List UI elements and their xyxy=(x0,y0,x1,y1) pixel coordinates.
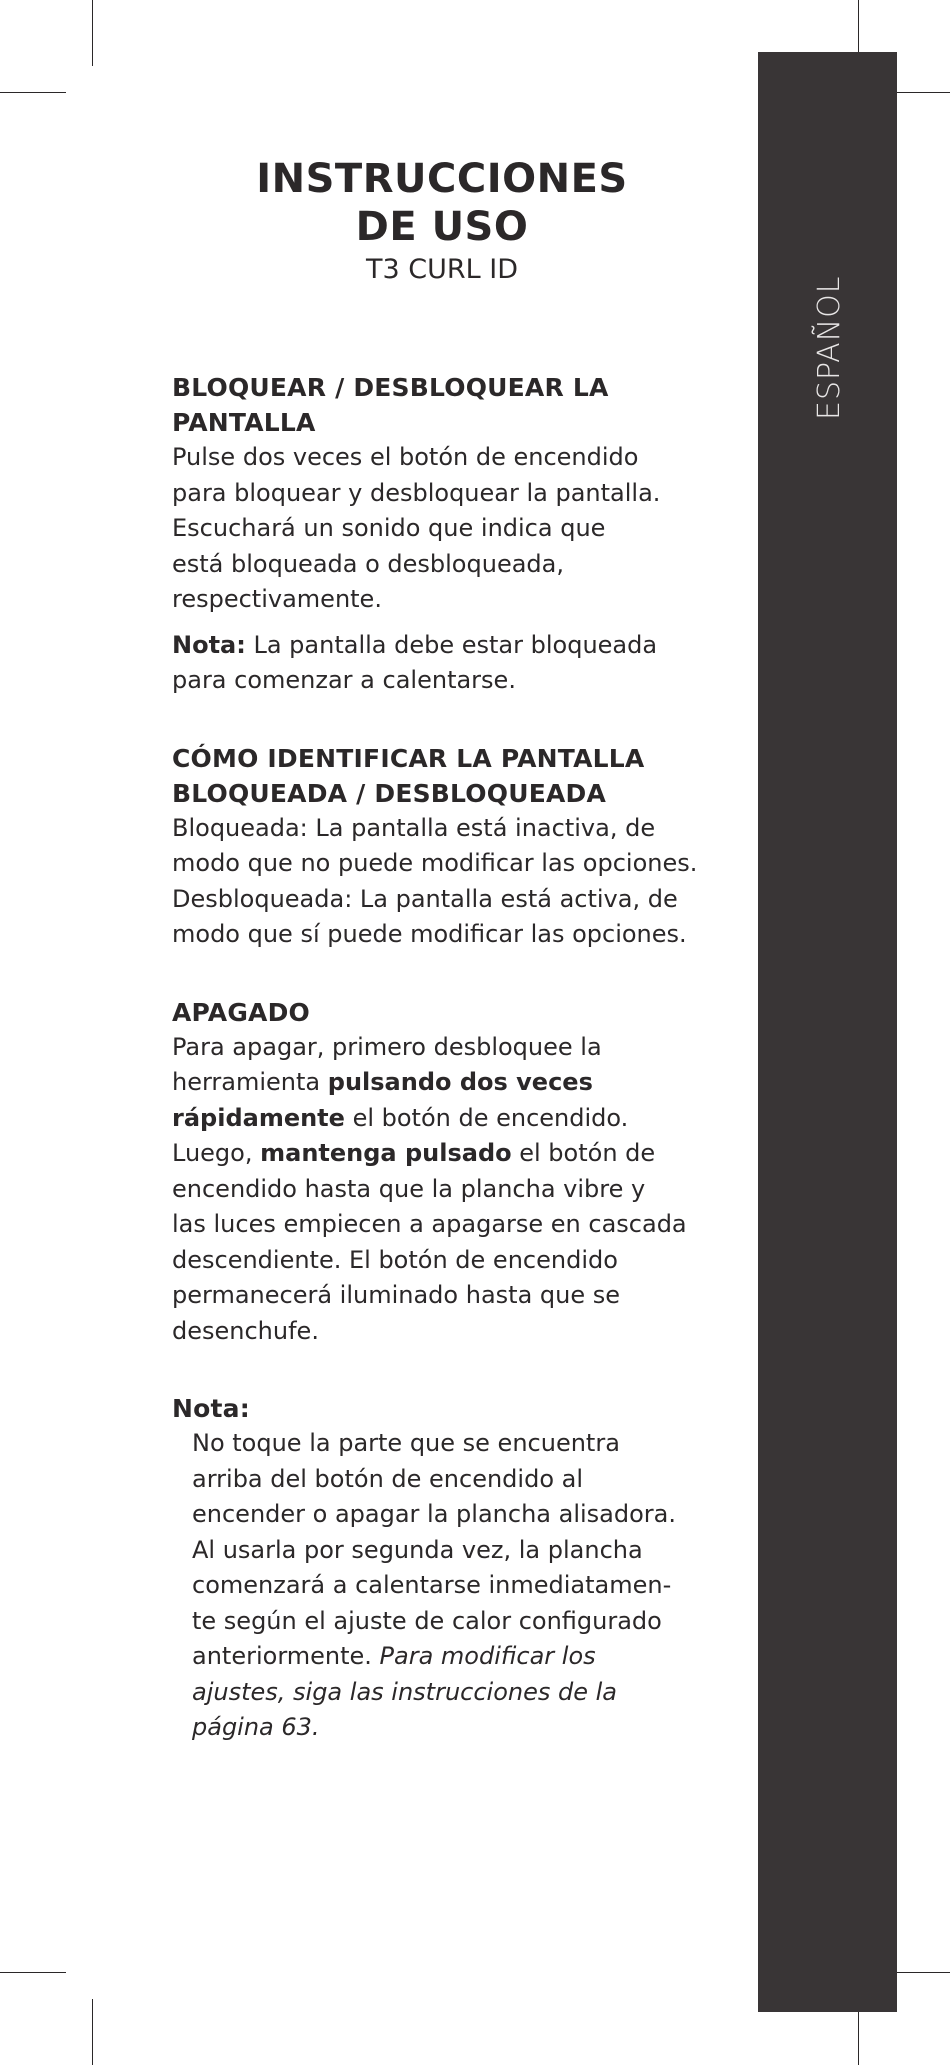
lock-line: Pulse dos veces el botón de encendido xyxy=(172,443,639,471)
lock-note-line1: La pantalla debe estar bloqueada xyxy=(245,630,658,659)
note-italic: ajustes, siga las instrucciones de la xyxy=(192,1677,618,1706)
identify-section-heading xyxy=(172,741,712,811)
off-section-heading: APAGADO xyxy=(172,997,310,1027)
note-italic: página 63. xyxy=(192,1713,320,1741)
lock-line: Escuchará un sonido que indica que xyxy=(172,514,606,542)
off-line: el botón de encendido. xyxy=(344,1103,629,1132)
identify-heading-line1: CÓMO IDENTIFICAR LA PANTALLA xyxy=(172,743,645,773)
page-title-line1: INSTRUCCIONES xyxy=(256,156,628,202)
identify-line: modo que no puede modificar las opciones. xyxy=(172,849,698,877)
note-line: anteriormente. xyxy=(192,1642,380,1670)
lock-section-body xyxy=(172,440,712,618)
identify-line: modo que sí puede modificar las opciones. xyxy=(172,920,687,948)
lock-line: está bloqueada o desbloqueada, xyxy=(172,549,564,578)
identify-line: Desbloqueada: La pantalla está activa, de xyxy=(172,884,678,913)
lock-section-heading xyxy=(172,370,712,440)
note-italic: Para modificar los xyxy=(379,1642,596,1670)
identify-heading-line2: BLOQUEADA / DESBLOQUEADA xyxy=(172,778,607,808)
crop-mark-bottom-left-horizontal xyxy=(0,1972,66,1973)
language-label: ESPAÑOL xyxy=(812,275,847,420)
title-block xyxy=(172,155,712,287)
product-name: T3 CURL ID xyxy=(365,254,518,285)
off-emphasis: rápidamente xyxy=(172,1103,345,1132)
page-title-line2: DE USO xyxy=(355,204,529,250)
off-line: permanecerá iluminado hasta que se xyxy=(172,1281,621,1309)
note-line: arriba del botón de encendido al xyxy=(192,1464,584,1493)
note-section-body xyxy=(172,1426,712,1746)
note-line: comenzará a calentarse inmediatamen- xyxy=(192,1571,672,1599)
note-section-heading: Nota: xyxy=(172,1394,250,1423)
crop-mark-bottom-left-vertical xyxy=(92,1999,93,2065)
page-title xyxy=(172,155,712,251)
note-line: encender o apagar la plancha alisadora. xyxy=(192,1500,676,1528)
lock-note xyxy=(172,628,712,699)
note-line: te según el ajuste de calor configurado xyxy=(192,1606,662,1635)
note-line: No toque la parte que se encuentra xyxy=(192,1429,620,1457)
off-line: descendiente. El botón de encendido xyxy=(172,1245,618,1274)
off-line: encendido hasta que la plancha vibre y xyxy=(172,1174,646,1203)
off-line: el botón de xyxy=(511,1139,656,1167)
lock-line: para bloquear y desbloquear la pantalla. xyxy=(172,478,661,507)
off-line: Para apagar, primero desbloquee la xyxy=(172,1032,602,1061)
crop-mark-top-left-horizontal xyxy=(0,92,66,93)
crop-mark-top-left-vertical xyxy=(92,0,93,66)
lock-heading-line1: BLOQUEAR / DESBLOQUEAR LA xyxy=(172,373,609,402)
lock-line: respectivamente. xyxy=(172,585,382,613)
identify-line: Bloqueada: La pantalla está inactiva, de xyxy=(172,813,656,842)
identify-section-body xyxy=(172,811,712,953)
off-emphasis: pulsando dos veces xyxy=(327,1068,593,1096)
instructions-content xyxy=(172,370,712,1746)
off-section-body xyxy=(172,1030,712,1350)
off-line: herramienta xyxy=(172,1068,328,1096)
lock-note-label: Nota: xyxy=(172,630,246,659)
lock-heading-line2: PANTALLA xyxy=(172,408,316,437)
off-line: desenchufe. xyxy=(172,1316,319,1345)
off-emphasis: mantenga pulsado xyxy=(260,1139,512,1167)
off-line: Luego, xyxy=(172,1139,261,1167)
lock-note-line2: para comenzar a calentarse. xyxy=(172,666,516,694)
note-line: Al usarla por segunda vez, la plancha xyxy=(192,1535,643,1564)
off-line: las luces empiecen a apagarse en cascada xyxy=(172,1210,687,1238)
